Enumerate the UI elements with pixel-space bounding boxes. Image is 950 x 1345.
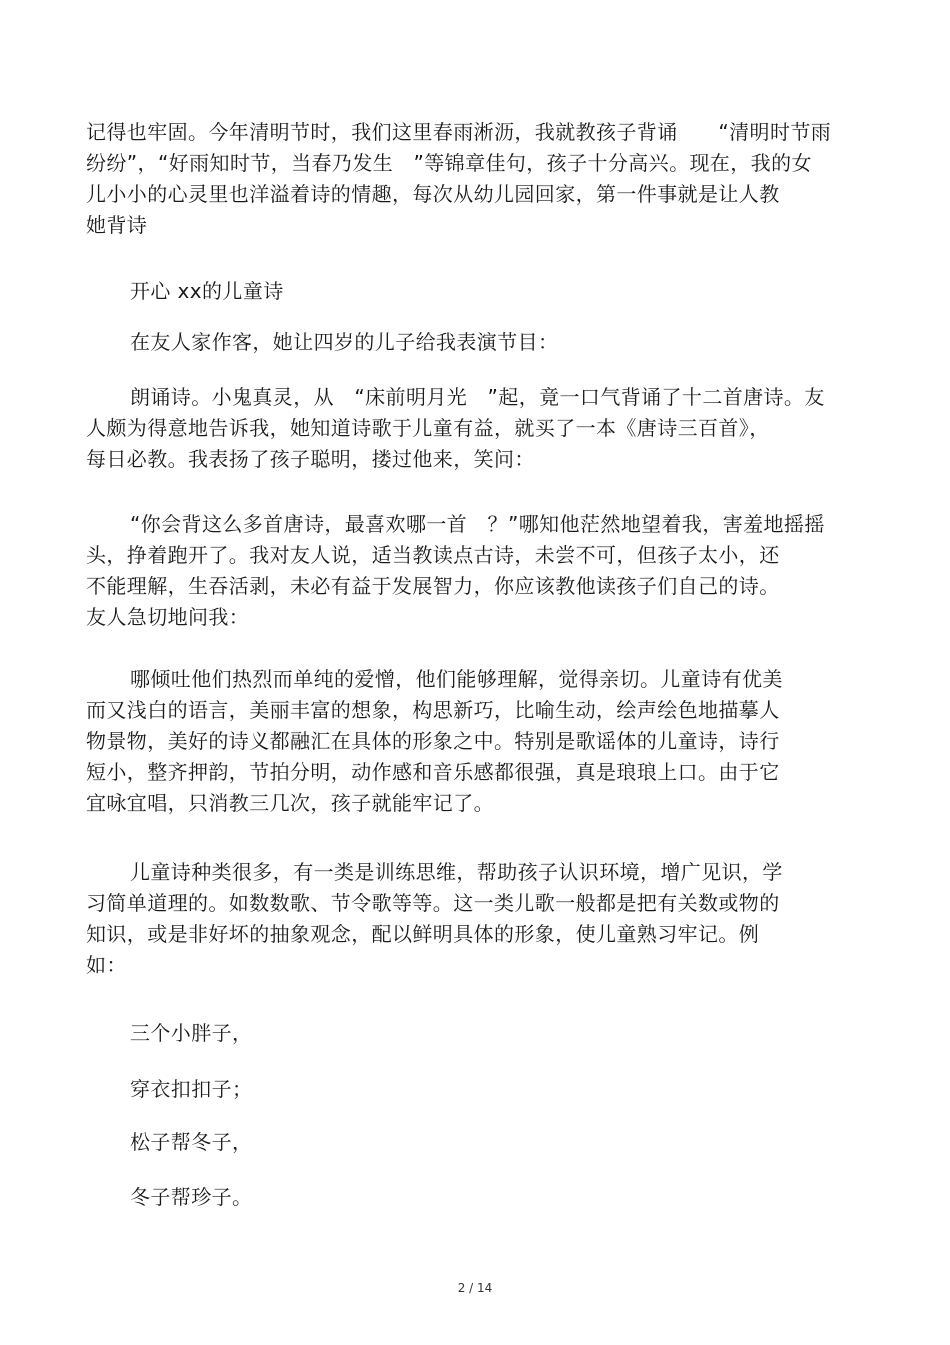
text-line: 习简单道理的。如数数歌、节令歌等等。这一类儿歌一般都是把有关数或物的 xyxy=(86,891,780,915)
poem-line-3 xyxy=(86,1127,900,1158)
text-line: 而又浅白的语言，美丽丰富的想象，构思新巧，比喻生动，绘声绘色地描摹人 xyxy=(86,698,780,722)
text-line: 开心 xx的儿童诗 xyxy=(130,279,284,303)
text-line: 冬子帮珍子。 xyxy=(130,1185,253,1209)
text-line: 在友人家作客，她让四岁的儿子给我表演节目： xyxy=(130,330,559,354)
poem-line-1 xyxy=(86,1018,900,1049)
text-line: 哪倾吐他们热烈而单纯的爱憎，他们能够理解，觉得亲切。儿童诗有优美 xyxy=(130,667,783,691)
text-line: 如： xyxy=(86,953,127,977)
paragraph-3 xyxy=(86,382,856,475)
text-line: 宜咏宜唱，只消教三几次，孩子就能牢记了。 xyxy=(86,791,494,815)
text-line: 不能理解，生吞活剥，未必有益于发展智力，你应该教他读孩子们自己的诗。 xyxy=(86,574,780,598)
page-number: 2 / 14 xyxy=(457,1281,493,1295)
text-line: 物景物，美好的诗义都融汇在具体的形象之中。特别是歌谣体的儿童诗，诗行 xyxy=(86,729,780,753)
text-line: 记得也牢固。今年清明节时，我们这里春雨淅沥，我就教孩子背诵 “清明时节雨 xyxy=(86,120,832,144)
text-line: “你会背这么多首唐诗，最喜欢哪一首 ？”哪知他茫然地望着我，害羞地摇摇 xyxy=(130,512,825,536)
text-line: 纷纷”，“好雨知时节，当春乃发生 ”等锦章佳句，孩子十分高兴。现在，我的女 xyxy=(86,151,812,175)
poem-line-4 xyxy=(86,1182,900,1213)
text-line: 短小，整齐押韵，节拍分明，动作感和音乐感都很强，真是琅琅上口。由于它 xyxy=(86,760,780,784)
text-line: 儿小小的心灵里也洋溢着诗的情趣，每次从幼儿园回家，第一件事就是让人教 xyxy=(86,182,780,206)
text-line: 人颇为得意地告诉我，她知道诗歌于儿童有益，就买了一本《唐诗三百首》， xyxy=(86,416,770,440)
paragraph-4 xyxy=(86,509,856,633)
paragraph-6 xyxy=(86,857,856,981)
text-line: 头，挣着跑开了。我对友人说，适当教读点古诗，未尝不可，但孩子太小，还 xyxy=(86,543,780,567)
paragraph-1 xyxy=(86,117,856,241)
text-line: 三个小胖子， xyxy=(130,1021,253,1045)
text-line: 朗诵诗。小鬼真灵，从 “床前明月光 ”起，竟一口气背诵了十二首唐诗。友 xyxy=(130,385,825,409)
paragraph-2 xyxy=(86,327,900,358)
poem-line-2 xyxy=(86,1074,900,1105)
section-heading xyxy=(86,276,900,307)
text-line: 每日必教。我表扬了孩子聪明，搂过他来，笑问： xyxy=(86,447,535,471)
text-line: 她背诗 xyxy=(86,213,148,237)
text-line: 松子帮冬子， xyxy=(130,1130,253,1154)
text-line: 友人急切地问我： xyxy=(86,605,250,629)
paragraph-5 xyxy=(86,664,856,819)
text-line: 知识，或是非好坏的抽象观念，配以鲜明具体的形象，使儿童熟习牢记。例 xyxy=(86,922,760,946)
text-line: 儿童诗种类很多，有一类是训练思维，帮助孩子认识环境，增广见识，学 xyxy=(130,860,783,884)
text-line: 穿衣扣扣子； xyxy=(130,1077,253,1101)
